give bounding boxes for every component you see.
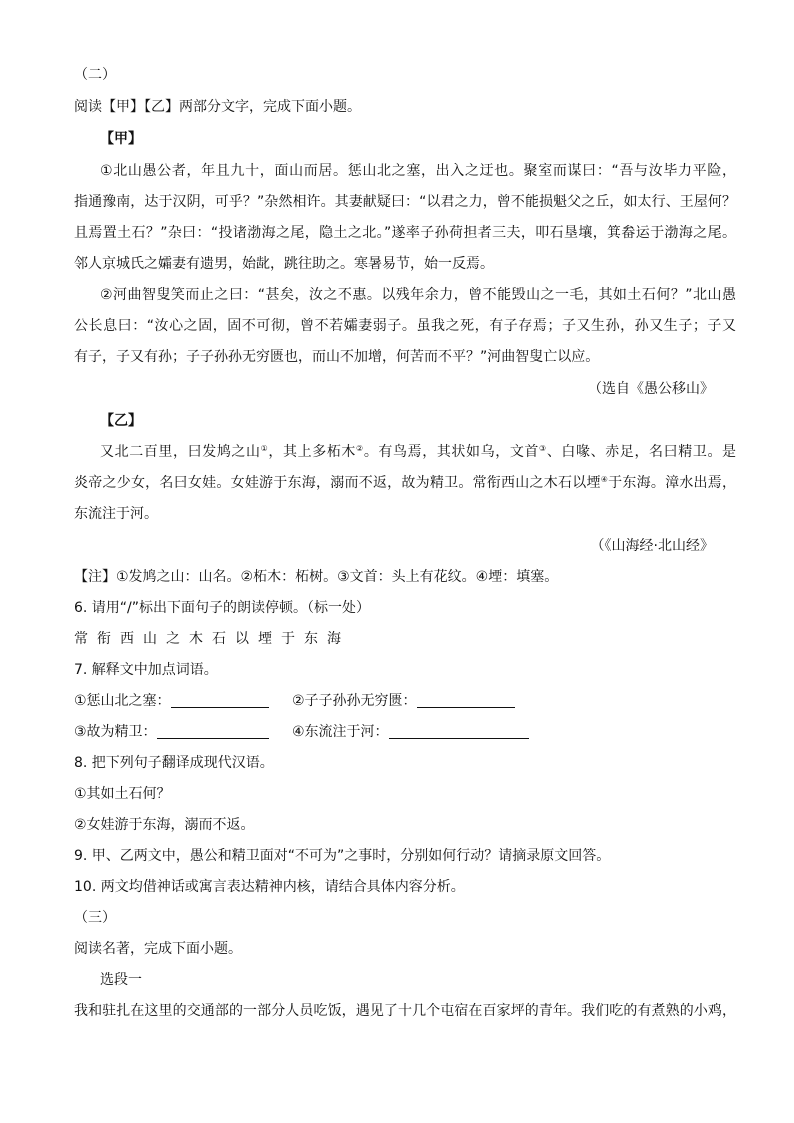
passage-source-yi: （《山海经·北山经》 xyxy=(590,538,714,554)
excerpt-label: 选段一 xyxy=(100,972,142,988)
question-8-prompt: 8. 把下列句子翻译成现代汉语。 xyxy=(74,755,274,771)
passage-jia-line: 且焉置土石？”杂曰：“投诸渤海之尾，隐土之北。”遂率子孙荷担者三夫，叩石垦壤，箕畚运于渤海之尾。 xyxy=(74,225,736,241)
passage-source-jia: （选自《愚公移山》 xyxy=(588,381,714,397)
passage-label-jia: 【甲】 xyxy=(100,131,142,147)
passage-jia-line: 公长息曰：“汝心之固，固不可彻，曾不若孀妻弱子。虽我之死，有子存焉；子又生孙，孙又生子；子又 xyxy=(74,318,736,334)
question-7-item: ①惩山北之塞： xyxy=(74,690,269,712)
annotation-note: 【注】①发鸠之山：山名。②柘木：柘树。③文首：头上有花纹。④堙：填塞。 xyxy=(74,569,559,585)
section-instruction-3: 阅读名著，完成下面小题。 xyxy=(74,941,242,957)
passage-label-yi: 【乙】 xyxy=(100,413,142,429)
passage-yi-line: 炎帝之少女，名曰女娃。女娃游于东海，溺而不返，故为精卫。常衔西山之木石以堙④于东海。漳水出焉， xyxy=(74,475,737,491)
passage-jia-line: 邻人京城氏之孀妻有遗男，始龀，跳往助之。寒暑易节，始一反焉。 xyxy=(74,256,494,272)
passage-jia-line: 有子，子又有孙；子子孙孙无穷匮也，而山不加增，何苦而不平？”河曲智叟亡以应。 xyxy=(74,349,600,365)
answer-blank[interactable] xyxy=(417,693,515,708)
question-8-item: ②女娃游于东海，溺而不返。 xyxy=(74,817,255,833)
excerpt-line: 我和驻扎在这里的交通部的一部分人员吃饭，遇见了十几个屯宿在百家坪的青年。我们吃的有煮熟的小鸡， xyxy=(74,1003,736,1019)
answer-blank[interactable] xyxy=(389,724,529,739)
question-8-item: ①其如土石何？ xyxy=(74,786,171,802)
answer-blank[interactable] xyxy=(171,693,269,708)
section-heading-2: （二） xyxy=(74,67,116,83)
passage-jia-line: ①北山愚公者，年且九十，面山而居。惩山北之塞，出入之迂也。聚室而谋曰：“吾与汝毕力平险， xyxy=(100,163,736,179)
footnote-marker: ③ xyxy=(539,444,547,453)
question-7-item: ③故为精卫： xyxy=(74,721,269,743)
passage-jia-line: ②河曲智叟笑而止之曰：“甚矣，汝之不惠。以残年余力，曾不能毁山之一毛，其如土石何？”北山愚 xyxy=(100,287,736,303)
question-10: 10. 两文均借神话或寓言表达精神内核，请结合具体内容分析。 xyxy=(74,879,465,895)
question-7-item: ④东流注于河： xyxy=(292,721,529,743)
passage-jia-line: 指通豫南，达于汉阴，可乎？”杂然相许。其妻献疑曰：“以君之力，曾不能损魁父之丘，如太行、王屋何？ xyxy=(74,194,736,210)
passage-yi-line: 东流注于河。 xyxy=(74,506,158,522)
footnote-marker: ② xyxy=(356,444,364,453)
section-heading-3: （三） xyxy=(74,910,116,926)
answer-blank[interactable] xyxy=(157,724,269,739)
footnote-marker: ① xyxy=(260,444,269,453)
footnote-marker: ④ xyxy=(600,475,609,484)
question-6-prompt: 6. 请用“/”标出下面句子的朗读停顿。（标一处） xyxy=(74,600,371,616)
question-7-prompt: 7. 解释文中加点词语。 xyxy=(74,662,218,678)
section-instruction-2: 阅读【甲】【乙】两部分文字，完成下面小题。 xyxy=(74,99,361,115)
question-9: 9. 甲、乙两文中，愚公和精卫面对“不可为”之事时，分别如何行动？请摘录原文回答。 xyxy=(74,848,611,864)
question-7-item: ②子子孙孙无穷匮： xyxy=(292,690,515,712)
question-6-sentence: 常衔西山之木石以堙于东海 xyxy=(74,631,350,647)
passage-yi-line: 又北二百里，曰发鸠之山①，其上多柘木②。有鸟焉，其状如乌，文首③、白喙、赤足，名曰精卫。是 xyxy=(100,444,737,460)
